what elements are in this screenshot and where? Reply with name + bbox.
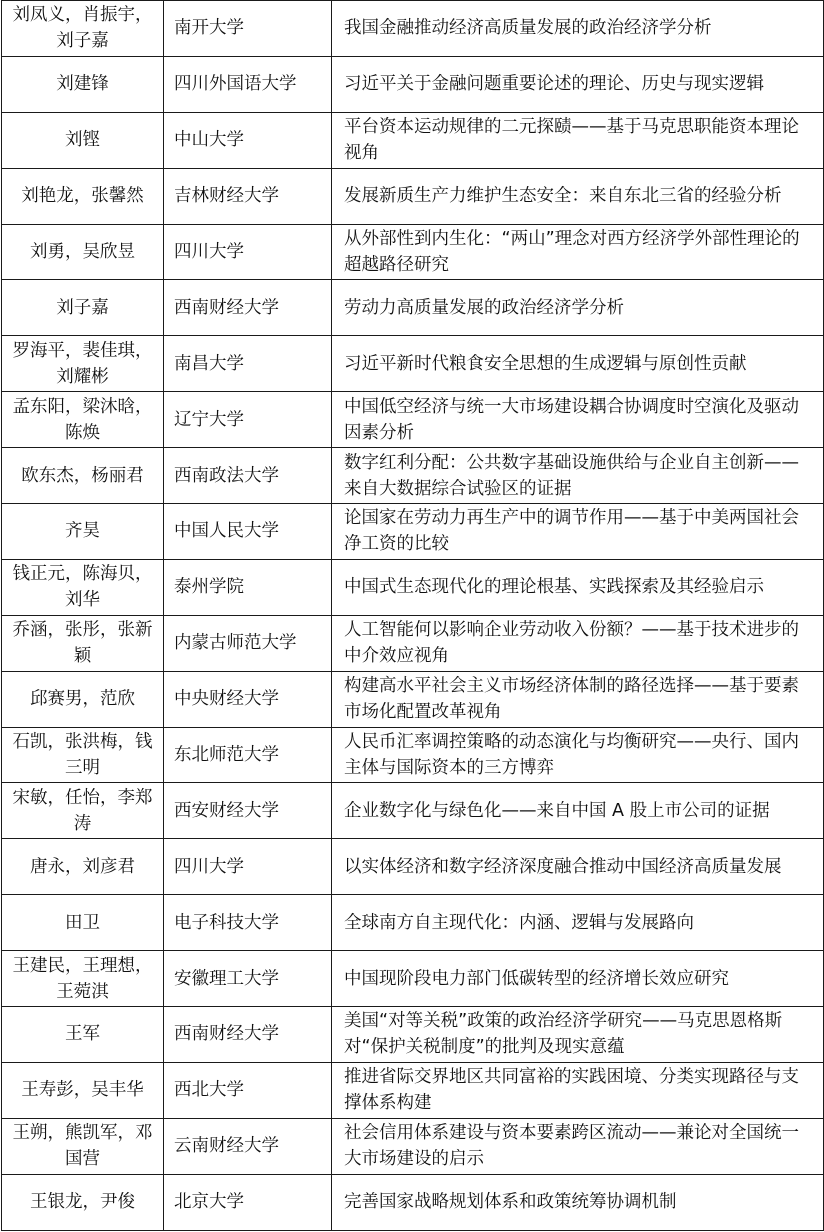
table-row (2, 392, 824, 448)
title-cell: 平台资本运动规律的二元探赜——基于马克思职能资本理论视角 (332, 112, 824, 168)
title-cell: 数字红利分配：公共数字基础设施供给与企业自主创新——来自大数据综合试验区的证据 (332, 448, 824, 504)
school-cell: 内蒙古师范大学 (164, 615, 332, 671)
authors-cell: 钱正元，陈海贝，刘华 (2, 559, 164, 615)
table-row (2, 1062, 824, 1118)
authors-cell: 乔涵，张彤，张新颖 (2, 615, 164, 671)
title-cell: 企业数字化与绿色化——来自中国 A 股上市公司的证据 (332, 783, 824, 839)
school-cell: 西北大学 (164, 1062, 332, 1118)
school-cell: 安徽理工大学 (164, 951, 332, 1007)
title-cell: 从外部性到内生化：“两山”理念对西方经济学外部性理论的超越路径研究 (332, 224, 824, 280)
table-row (2, 1118, 824, 1174)
school-cell: 西南财经大学 (164, 1007, 332, 1063)
school-cell: 云南财经大学 (164, 1118, 332, 1174)
title-cell: 社会信用体系建设与资本要素跨区流动——兼论对全国统一大市场建设的启示 (332, 1118, 824, 1174)
table-row (2, 1174, 824, 1230)
authors-cell: 王银龙，尹俊 (2, 1174, 164, 1230)
table-row (2, 895, 824, 951)
authors-cell: 王寿彭，吴丰华 (2, 1062, 164, 1118)
authors-cell: 刘艳龙，张馨然 (2, 168, 164, 224)
authors-cell: 齐昊 (2, 504, 164, 560)
school-cell: 西南政法大学 (164, 448, 332, 504)
school-cell: 辽宁大学 (164, 392, 332, 448)
authors-cell: 刘勇，吴欣昱 (2, 224, 164, 280)
school-cell: 吉林财经大学 (164, 168, 332, 224)
table-row (2, 951, 824, 1007)
school-cell: 东北师范大学 (164, 727, 332, 783)
authors-cell: 罗海平，裴佳琪，刘耀彬 (2, 336, 164, 392)
table-row (2, 168, 824, 224)
authors-cell: 孟东阳，梁沐晗，陈焕 (2, 392, 164, 448)
title-cell: 以实体经济和数字经济深度融合推动中国经济高质量发展 (332, 839, 824, 895)
school-cell: 南开大学 (164, 1, 332, 57)
table-row (2, 448, 824, 504)
title-cell: 发展新质生产力维护生态安全：来自东北三省的经验分析 (332, 168, 824, 224)
authors-cell: 邱赛男，范欣 (2, 671, 164, 727)
papers-table (1, 0, 824, 1231)
table-row (2, 336, 824, 392)
title-cell: 推进省际交界地区共同富裕的实践困境、分类实现路径与支撑体系构建 (332, 1062, 824, 1118)
papers-table-body (2, 1, 824, 1231)
title-cell: 劳动力高质量发展的政治经济学分析 (332, 280, 824, 336)
table-row (2, 839, 824, 895)
title-cell: 中国现阶段电力部门低碳转型的经济增长效应研究 (332, 951, 824, 1007)
authors-cell: 刘铿 (2, 112, 164, 168)
table-row (2, 559, 824, 615)
school-cell: 四川大学 (164, 839, 332, 895)
title-cell: 人工智能何以影响企业劳动收入份额？——基于技术进步的中介效应视角 (332, 615, 824, 671)
authors-cell: 刘凤义，肖振宇，刘子嘉 (2, 1, 164, 57)
school-cell: 电子科技大学 (164, 895, 332, 951)
authors-cell: 田卫 (2, 895, 164, 951)
table-row (2, 615, 824, 671)
title-cell: 论国家在劳动力再生产中的调节作用——基于中美两国社会净工资的比较 (332, 504, 824, 560)
table-row (2, 1007, 824, 1063)
authors-cell: 唐永，刘彦君 (2, 839, 164, 895)
table-row (2, 112, 824, 168)
school-cell: 四川大学 (164, 224, 332, 280)
title-cell: 构建高水平社会主义市场经济体制的路径选择——基于要素市场化配置改革视角 (332, 671, 824, 727)
table-row (2, 671, 824, 727)
title-cell: 美国“对等关税”政策的政治经济学研究——马克思恩格斯对“保护关税制度”的批判及现实意蕴 (332, 1007, 824, 1063)
title-cell: 中国式生态现代化的理论根基、实践探索及其经验启示 (332, 559, 824, 615)
title-cell: 我国金融推动经济高质量发展的政治经济学分析 (332, 1, 824, 57)
authors-cell: 石凯，张洪梅，钱三明 (2, 727, 164, 783)
school-cell: 四川外国语大学 (164, 56, 332, 112)
title-cell: 习近平新时代粮食安全思想的生成逻辑与原创性贡献 (332, 336, 824, 392)
authors-cell: 王朔，熊凯军，邓国营 (2, 1118, 164, 1174)
authors-cell: 宋敏，任怡，李郑涛 (2, 783, 164, 839)
school-cell: 泰州学院 (164, 559, 332, 615)
table-row (2, 280, 824, 336)
school-cell: 中央财经大学 (164, 671, 332, 727)
authors-cell: 王建民，王理想，王菀淇 (2, 951, 164, 1007)
school-cell: 北京大学 (164, 1174, 332, 1230)
school-cell: 中山大学 (164, 112, 332, 168)
title-cell: 完善国家战略规划体系和政策统筹协调机制 (332, 1174, 824, 1230)
table-row (2, 56, 824, 112)
school-cell: 南昌大学 (164, 336, 332, 392)
title-cell: 中国低空经济与统一大市场建设耦合协调度时空演化及驱动因素分析 (332, 392, 824, 448)
table-row (2, 727, 824, 783)
school-cell: 西安财经大学 (164, 783, 332, 839)
table-row (2, 783, 824, 839)
title-cell: 全球南方自主现代化：内涵、逻辑与发展路向 (332, 895, 824, 951)
authors-cell: 刘子嘉 (2, 280, 164, 336)
school-cell: 西南财经大学 (164, 280, 332, 336)
table-row (2, 224, 824, 280)
table-row (2, 1, 824, 57)
authors-cell: 刘建锋 (2, 56, 164, 112)
title-cell: 人民币汇率调控策略的动态演化与均衡研究——央行、国内主体与国际资本的三方博弈 (332, 727, 824, 783)
title-cell: 习近平关于金融问题重要论述的理论、历史与现实逻辑 (332, 56, 824, 112)
authors-cell: 欧东杰，杨丽君 (2, 448, 164, 504)
school-cell: 中国人民大学 (164, 504, 332, 560)
authors-cell: 王军 (2, 1007, 164, 1063)
table-row (2, 504, 824, 560)
